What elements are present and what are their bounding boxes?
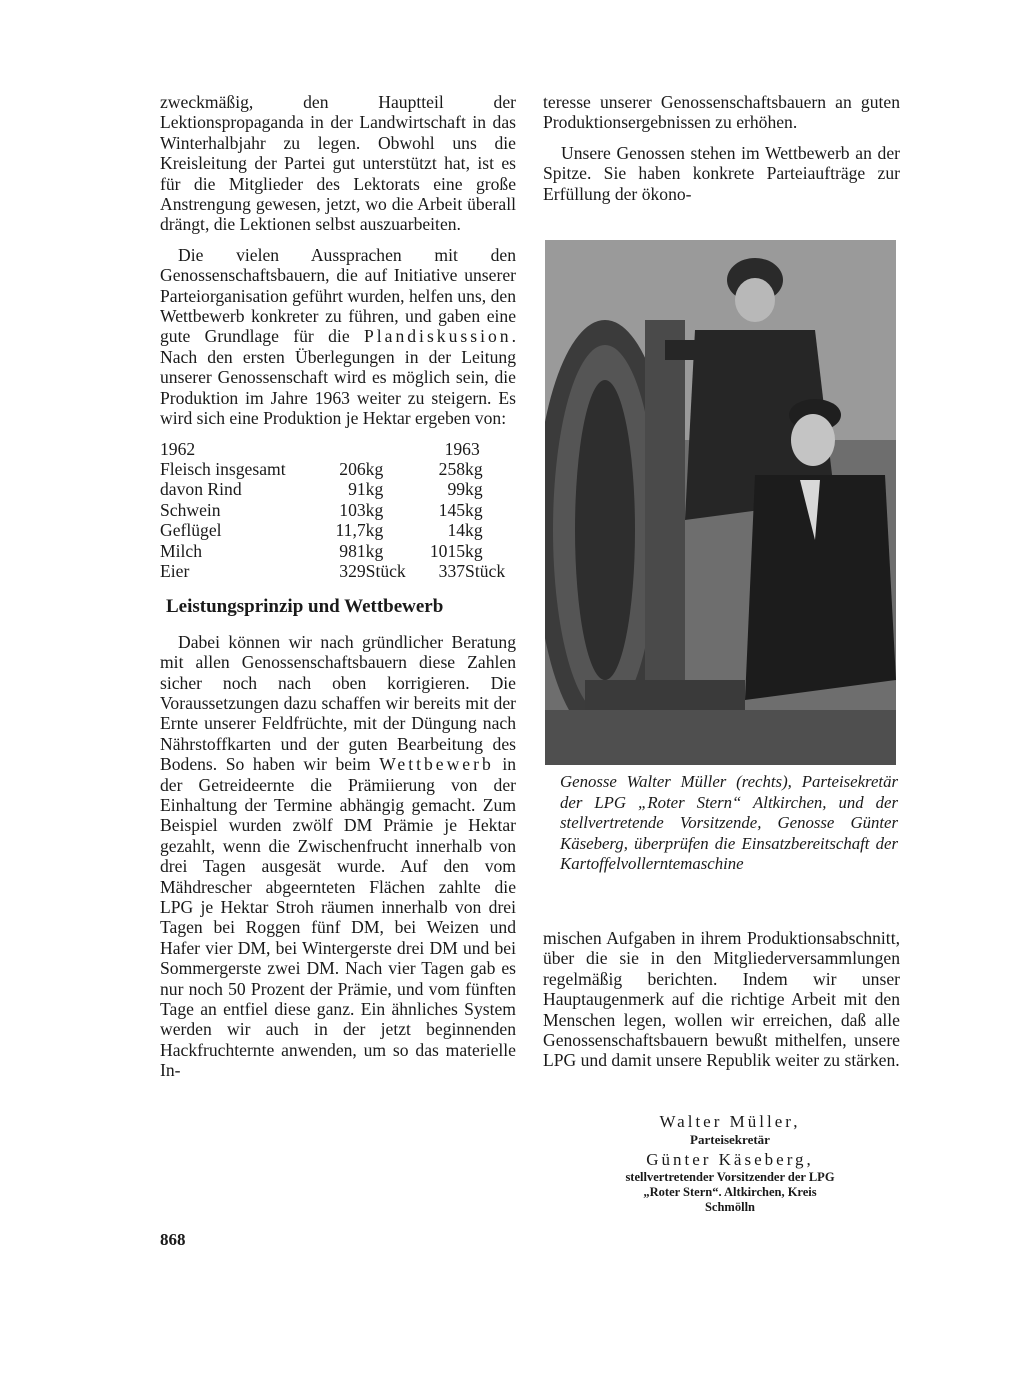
unit-1962: kg [365, 499, 384, 520]
year-1963-header: 1963 [444, 438, 480, 459]
unit-1962: kg [365, 540, 384, 561]
author-role-line: Schmölln [704, 1200, 755, 1214]
unit-1963: kg [465, 499, 483, 520]
row-label: davon Rind [160, 479, 242, 500]
table-row [160, 561, 518, 581]
table-row [160, 479, 518, 499]
unit-1963: kg [465, 540, 483, 561]
table-row [160, 500, 518, 520]
value-1962: 103 [339, 499, 366, 520]
row-label: Schwein [160, 499, 221, 520]
paragraph: Unsere Genossen stehen im Wettbewerb an der Spitze. Sie haben konkrete Parteiaufträge zur Erfüllung der ökono- [543, 142, 900, 204]
page-number: 868 [160, 1230, 186, 1249]
row-label: Milch [160, 540, 203, 561]
author-role [560, 1170, 900, 1215]
row-label: Fleisch insgesamt [160, 458, 286, 479]
unit-1963: kg [465, 479, 483, 500]
value-1963: 14 [447, 520, 466, 541]
photo-caption: Genosse Walter Müller (rechts), Parteisekretär der LPG „Roter Stern“ Altkirchen, und der stellvertretende Vorsitzende, Genosse Günter Käseberg, überprüfen die Einsatzbereitschaft der Kartoffelvollerntemaschine [560, 772, 898, 874]
author-role-line: „Roter Stern“. Altkirchen, Kreis [643, 1185, 817, 1199]
paragraph: teresse unserer Genossenschaftsbauern an guten Produktionsergebnissen zu erhöhen. [543, 92, 900, 133]
section-heading: Leistungsprinzip und Wettbewerb [166, 596, 444, 618]
year-1962-header: 1962 [160, 438, 196, 459]
row-label: Eier [160, 560, 190, 581]
right-column-bottom [543, 928, 900, 1081]
photo-illustration [545, 240, 896, 765]
unit-1963: Stück [465, 560, 506, 581]
paragraph-text: Dabei können wir nach gründlicher Beratung mit allen Genossenschaftsbauern diese Zahlen sicher noch nach oben korrigieren. Die Voraussetzungen dazu schaffen wir bereits mit der Ernte unserer Feldfrüchte, mit der Düngung nach Nährstoffkarten und der guten Bearbeitung des Bodens. So haben wir beim [160, 631, 516, 775]
author-name: Günter Käseberg, [646, 1150, 814, 1169]
value-1963: 1015 [429, 540, 466, 561]
unit-1963: kg [465, 520, 483, 541]
unit-1962: Stück [365, 560, 406, 581]
unit-1962: kg [365, 479, 384, 500]
value-1962: 206 [339, 458, 366, 479]
emphasized-word: Wettbewerb [379, 754, 494, 775]
unit-1962: kg [365, 458, 384, 479]
value-1963: 337 [438, 560, 466, 581]
left-column [160, 92, 516, 1091]
paragraph-text: in der Getreideernte die Prämiierung von der Einhaltung der Termine abhängig gemacht. Zum Beispiel wurden zwölf DM Prämie je Hektar gezahlt, wenn die Zwischenfrucht innerhalb von drei Tagen ausgesät wurde. Auf den vom Mähdrescher abgeernteten Flächen zahlte die LPG je Hektar Stroh räumen innerhalb von drei Tagen bei Roggen fünf DM, bei Weizen und Hafer vier DM, bei Wintergerste drei DM und bei Sommergerste zwei DM. Nach vier Tagen gab es nur noch 50 Prozent der Prämie, und vom fünften Tage an entfiel diese ganz. Ein ähnliches System werden wir auch in der jetzt beginnenden Hackfruchternte anwenden, um so das materielle In- [160, 754, 516, 1081]
photo [545, 240, 896, 765]
table-row [160, 520, 518, 540]
author-role: Parteisekretär [690, 1132, 770, 1147]
right-column-top [543, 92, 900, 214]
table-row [160, 541, 518, 561]
emphasized-word: Plandiskussion [363, 326, 512, 347]
value-1963: 258 [438, 458, 466, 479]
author-role-line: stellvertretender Vorsitzender der LPG [625, 1170, 835, 1184]
value-1962: 91 [348, 479, 366, 500]
unit-1962: kg [365, 520, 384, 541]
paragraph: mischen Aufgaben in ihrem Produktionsabschnitt, über die sie in den Mitgliederversammlungen regelmäßig berichten. Indem wir unser Hauptaugenmerk auf die richtige Arbeit mit den Menschen legen, wollen wir erreichen, daß alle Genossenschaftsbauern bewußt mithelfen, unsere LPG und damit unsere Republik weiter zu stärken. [543, 928, 900, 1071]
paragraph [160, 245, 516, 429]
paragraph-text: Die vielen Aussprachen mit den Genossenschaftsbauern, die auf Initiative unserer Parteiorganisation geführt wurden, helfen uns, den Wettbewerb konkreter zu führen, und gaben eine gute Grundlage für die [160, 244, 516, 347]
table-header-row [160, 439, 518, 459]
value-1962: 329 [339, 560, 366, 581]
row-label: Geflügel [160, 520, 222, 541]
value-1962: 11,7 [335, 520, 366, 541]
unit-1963: kg [465, 458, 483, 479]
author-name: Walter Müller, [659, 1112, 801, 1131]
value-1963: 145 [438, 499, 466, 520]
value-1962: 981 [339, 540, 366, 561]
paragraph [160, 632, 516, 1081]
value-1963: 99 [447, 479, 466, 500]
production-table [160, 439, 518, 582]
paragraph: zweckmäßig, den Hauptteil der Lektionspropaganda in der Landwirtschaft in das Winterhalbjahr zu legen. Obwohl uns die Kreisleitung der Partei gut unterstützt hat, ist es für die Mitglieder des Lektorats eine große Anstrengung gewesen, jetzt, wo die Arbeit überall drängt, die Lektionen selbst auszuarbeiten. [160, 92, 516, 235]
paragraph-text: . Nach den ersten Überlegungen in der Leitung unserer Genossenschaft wird es möglich sein, die Produktion im Jahre 1963 weiter zu steigern. Es wird sich eine Produktion je Hektar ergeben von: [160, 326, 516, 429]
table-row [160, 459, 518, 479]
